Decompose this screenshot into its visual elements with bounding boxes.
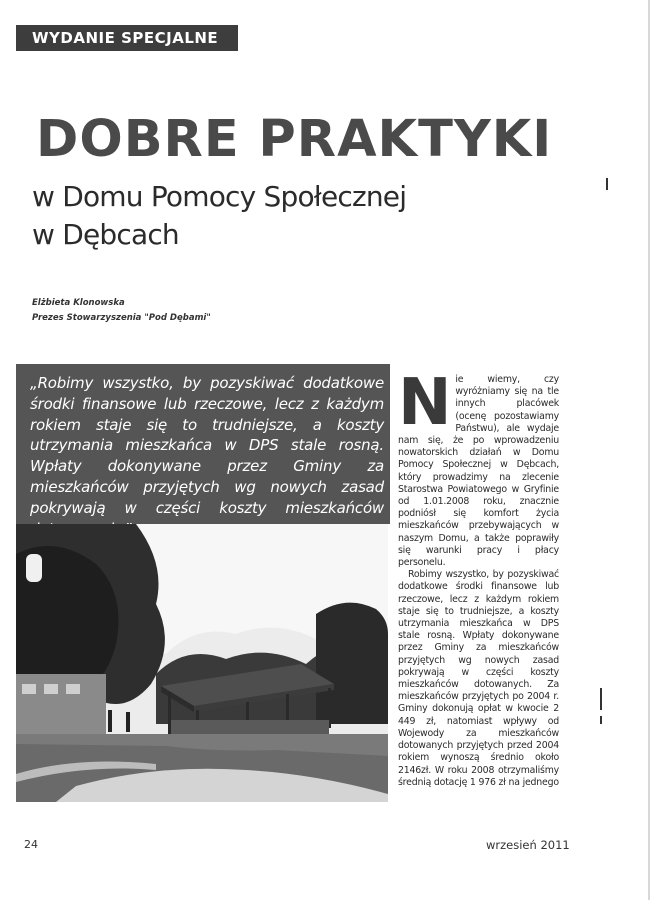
subtitle-line-2: w Dębcach [32, 218, 179, 251]
subtitle-line-1: w Domu Pomocy Społecznej [32, 180, 407, 213]
scan-mark [600, 688, 602, 710]
issue-date: wrzesień 2011 [486, 838, 570, 852]
author-role: Prezes Stowarzyszenia "Pod Dębami" [32, 313, 211, 323]
article-body [398, 366, 559, 789]
drop-cap: N [398, 366, 452, 440]
page-edge-shadow [648, 0, 650, 900]
scan-mark [600, 716, 602, 724]
pull-quote: „Robimy wszystko, by pozyskiwać dodatkowe środki finansowe lub rzeczowe, lecz z każdym rokiem staje się to trudniejsze, a koszty utrzymania mieszkańca w DPS stale rosną. Wpłaty dokonywane przez Gminy za mieszkańców przyjętych wg nowych zasad pokrywają w części koszty mieszkańców [30, 374, 384, 517]
author-name: Elżbieta Klonowska [32, 298, 125, 308]
pull-quote-box [16, 364, 390, 524]
section-tag: WYDANIE SPECJALNE [16, 25, 238, 51]
headline: DOBRE PRAKTYKI [36, 110, 553, 169]
photo-illustration [16, 524, 388, 802]
gazebo-photo [16, 524, 388, 802]
article-paragraph-1 [398, 366, 559, 569]
page-number: 24 [24, 838, 38, 851]
paragraph-1-text: ie wiemy, czy wyróżniamy się na tle innych placówek (ocenę pozostawiamy Państwu), ale wydaje nam się, że po wprowadzeniu nowatorskich działań w Domu Pomocy Społecznej w Dębcach, który prowadzimy na zlecenie Starostwa Powiatowego w Gryfinie od 1.01.2008 roku, znacznie podniósł się komfort życia mieszkańców przebywających w naszym Domu, a także poprawiły się warunki pracy i płacy personelu. [398, 374, 559, 569]
article-paragraph-2: Robimy wszystko, by pozyskiwać dodatkowe środki finansowe lub rzeczowe, lecz z każdym rokiem staje się to trudniejsze, a koszty utrzymania mieszkańca w DPS stale rosną. Wpłaty dokonywane przez Gminy za mieszkańców przyjętych wg nowych zasad pokrywają w części koszty mieszkańców dotowanych. Za mieszkańców przyjętych po 2004 r. Gminy dokonują opłat w kwocie 2 449 zł, natomiast wpływy od Wojewody za mieszkańców dotowanych przyjętych przed 2004 rokiem wynoszą średnio około 2146zł. W roku 2008 otrzymaliśmy średnią dotację 1 976 zł na jednego [398, 569, 559, 788]
scan-mark [606, 178, 608, 190]
subtitle [32, 178, 472, 254]
author-byline [32, 296, 211, 326]
